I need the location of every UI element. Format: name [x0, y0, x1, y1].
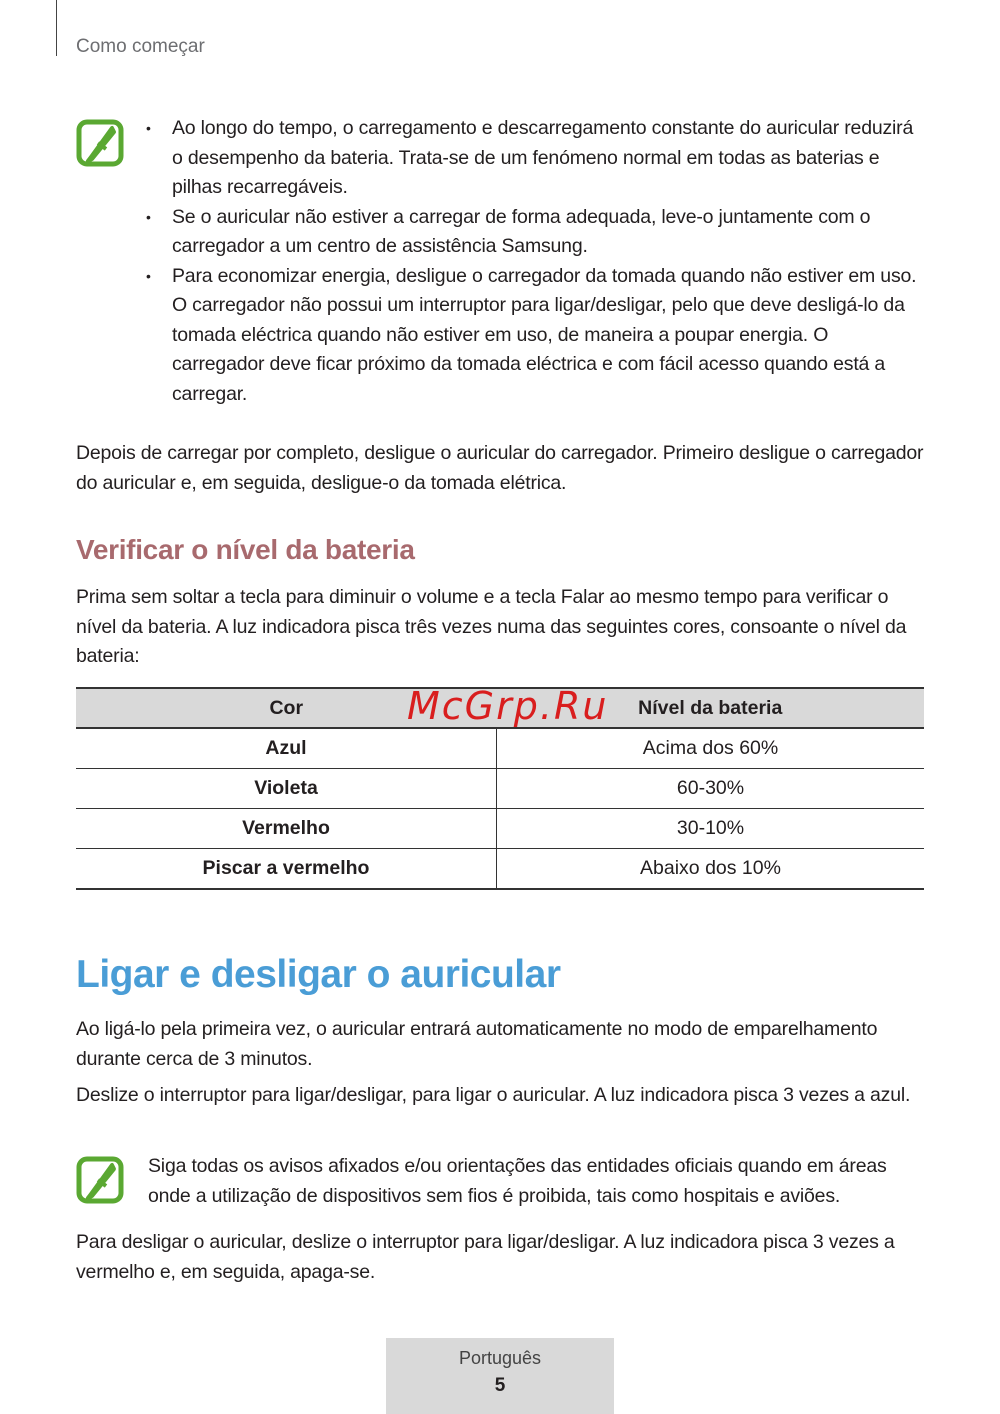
note-pencil-icon: [76, 119, 124, 167]
table-row: [76, 728, 924, 769]
note-pencil-icon: [76, 1156, 124, 1204]
color-cell: Violeta: [76, 769, 497, 809]
battery-intro: Prima sem soltar a tecla para diminuir o volume e a tecla Falar ao mesmo tempo para verificar o nível da bateria. A luz indicadora pisca três vezes numa das seguintes cores, consoante o nível da bateria:: [76, 586, 907, 667]
header-rule: [56, 0, 57, 56]
power-paragraph-3: Para desligar o auricular, deslize o interruptor para ligar/desligar. A luz indicadora pisca 3 vezes a vermelho e, em seguida, apaga-se.: [76, 1231, 895, 1283]
level-cell: Abaixo dos 10%: [497, 849, 925, 890]
list-item: • Ao longo do tempo, o carregamento e descarregamento constante do auricular reduzirá o desempenho da bateria. Trata-se de um fenómeno normal em todas as baterias e pilhas recarregáveis.: [172, 114, 924, 203]
level-cell: Acima dos 60%: [497, 728, 925, 769]
table-row: [76, 809, 924, 849]
color-cell: Piscar a vermelho: [76, 849, 497, 890]
note-block: [76, 1152, 924, 1211]
after-charge-paragraph: Depois de carregar por completo, desligue o auricular do carregador. Primeiro desligue o carregador do auricular e, em seguida, desligue-o da tomada elétrica.: [76, 442, 924, 494]
color-cell: Azul: [76, 728, 497, 769]
watermark: McGrp.Ru: [407, 684, 609, 728]
power-section-title: Ligar e desligar o auricular: [76, 953, 561, 996]
note-block: [76, 114, 924, 409]
page-footer: [386, 1338, 614, 1414]
footer-language: Português: [458, 1348, 542, 1368]
page-number: 5: [494, 1375, 506, 1396]
list-item: • Se o auricular não estiver a carregar de forma adequada, leve-o juntamente com o carregador a um centro de assistência Samsung.: [172, 203, 924, 262]
battery-section-title: Verificar o nível da bateria: [76, 534, 415, 565]
note-text: Siga todas os avisos afixados e/ou orientações das entidades oficiais quando em áreas onde a utilização de dispositivos sem fios é proibida, tais como hospitais e aviões.: [148, 1155, 887, 1207]
column-header-level: Nível da bateria: [497, 688, 925, 728]
color-cell: Vermelho: [76, 809, 497, 849]
note-list: [76, 114, 924, 409]
column-header-color: Cor: [76, 688, 497, 728]
table-row: [76, 769, 924, 809]
table-row: [76, 849, 924, 890]
level-cell: 60-30%: [497, 769, 925, 809]
level-cell: 30-10%: [497, 809, 925, 849]
section-header: Como começar: [76, 36, 205, 57]
power-paragraph-2: Deslize o interruptor para ligar/desligar, para ligar o auricular. A luz indicadora pisca 3 vezes a azul.: [76, 1084, 911, 1106]
power-paragraph-1: Ao ligá-lo pela primeira vez, o auricular entrará automaticamente no modo de emparelhamento durante cerca de 3 minutos.: [76, 1018, 878, 1070]
list-item: • Para economizar energia, desligue o carregador da tomada quando não estiver em uso. O carregador não possui um interruptor para ligar/desligar, pelo que deve desligá-lo da tomada eléctrica quando não estiver em uso, de maneira a poupar energia. O carregador deve ficar próximo da tomada eléctrica e com fácil acesso quando está a carregar.: [172, 262, 924, 410]
